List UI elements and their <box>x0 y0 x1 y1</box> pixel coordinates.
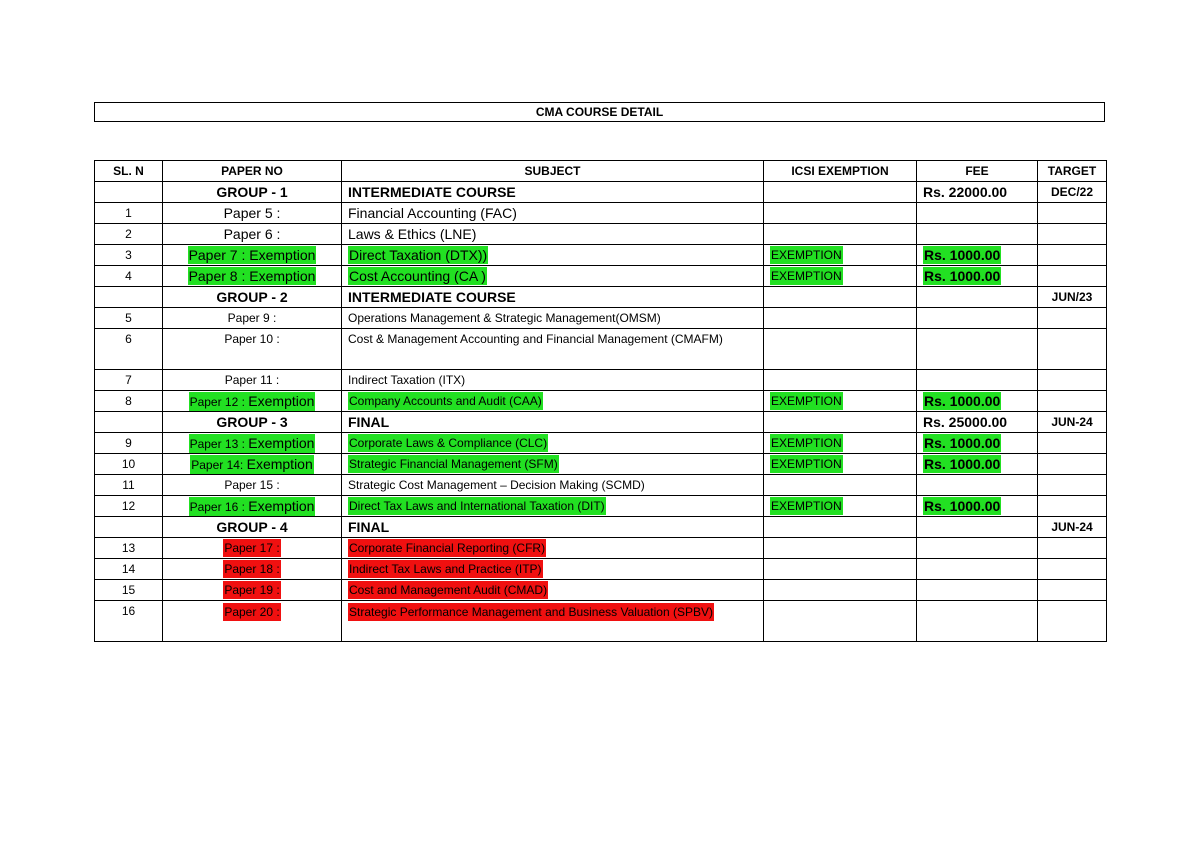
paper-cell <box>163 559 342 580</box>
subject-name: Corporate Financial Reporting (CFR) <box>349 541 546 555</box>
table-row <box>95 266 1107 287</box>
table-row <box>95 601 1107 642</box>
paper-label <box>190 455 314 474</box>
target-date: JUN-24 <box>1051 415 1093 429</box>
paper-cell <box>163 475 342 496</box>
header-row <box>95 161 1107 182</box>
subject-name: Financial Accounting (FAC) <box>348 204 517 221</box>
fee-cell <box>917 308 1038 329</box>
subject-name: Operations Management & Strategic Management(OMSM) <box>348 311 661 325</box>
subject-cell <box>342 433 764 454</box>
subject-cell <box>342 329 764 370</box>
fee-cell <box>917 517 1038 538</box>
exemption-cell <box>764 182 917 203</box>
target-cell <box>1038 308 1107 329</box>
group-row <box>95 412 1107 433</box>
target-cell <box>1038 538 1107 559</box>
sl-cell <box>95 203 163 224</box>
exemption-badge: EXEMPTION <box>771 457 842 471</box>
fee-cell <box>917 580 1038 601</box>
paper-cell <box>163 454 342 475</box>
fee-amount: Rs. 1000.00 <box>924 498 1001 514</box>
paper-cell <box>163 224 342 245</box>
paper-exemption: Exemption <box>248 497 315 514</box>
header-exemption: ICSI EXEMPTION <box>764 161 917 182</box>
table-row <box>95 370 1107 391</box>
serial-number: 3 <box>125 248 132 262</box>
target-cell <box>1038 517 1107 538</box>
table-row <box>95 580 1107 601</box>
serial-number: 1 <box>125 206 132 220</box>
subject-name: Direct Tax Laws and International Taxation (DIT) <box>349 499 605 513</box>
fee-cell <box>917 266 1038 287</box>
exemption-cell <box>764 224 917 245</box>
exemption-cell <box>764 245 917 266</box>
paper-label: Paper 18 : <box>224 562 280 576</box>
table-row <box>95 224 1107 245</box>
fee-cell <box>917 182 1038 203</box>
serial-number: 14 <box>121 562 136 576</box>
paper-label: Paper 7 : Exemption <box>188 247 316 263</box>
target-date: JUN/23 <box>1051 290 1093 304</box>
subject-cell <box>342 203 764 224</box>
table-row <box>95 391 1107 412</box>
paper-cell <box>163 308 342 329</box>
paper-cell <box>163 245 342 266</box>
paper-cell <box>163 287 342 308</box>
subject-cell <box>342 245 764 266</box>
group-label: GROUP - 4 <box>216 518 288 535</box>
course-label: FINAL <box>348 413 390 430</box>
subject-name: Cost and Management Audit (CMAD) <box>349 583 548 597</box>
target-cell <box>1038 287 1107 308</box>
serial-number: 12 <box>121 499 136 513</box>
fee-cell <box>917 496 1038 517</box>
serial-number: 6 <box>125 332 132 346</box>
paper-number: Paper 13 : <box>189 436 245 451</box>
target-cell <box>1038 182 1107 203</box>
paper-cell <box>163 203 342 224</box>
paper-cell <box>163 538 342 559</box>
sl-cell <box>95 329 163 370</box>
exemption-cell <box>764 538 917 559</box>
exemption-cell <box>764 329 917 370</box>
paper-cell <box>163 182 342 203</box>
subject-cell <box>342 496 764 517</box>
fee-cell <box>917 433 1038 454</box>
serial-number: 5 <box>125 311 132 325</box>
fee-cell <box>917 538 1038 559</box>
paper-cell <box>163 412 342 433</box>
header-subject: SUBJECT <box>342 161 764 182</box>
paper-label: Paper 8 : Exemption <box>188 268 316 284</box>
target-cell <box>1038 454 1107 475</box>
subject-name: Strategic Cost Management – Decision Making (SCMD) <box>348 478 645 492</box>
exemption-cell <box>764 580 917 601</box>
group-label: GROUP - 1 <box>216 183 288 200</box>
serial-number: 16 <box>121 604 136 618</box>
table-row <box>95 475 1107 496</box>
group-row <box>95 517 1107 538</box>
sl-cell <box>95 266 163 287</box>
subject-cell <box>342 182 764 203</box>
course-table <box>94 160 1107 642</box>
sl-cell <box>95 496 163 517</box>
serial-number: 11 <box>122 478 135 492</box>
paper-cell <box>163 391 342 412</box>
target-cell <box>1038 245 1107 266</box>
target-date: JUN-24 <box>1051 520 1093 534</box>
sl-cell <box>95 412 163 433</box>
paper-exemption: Exemption <box>246 455 313 472</box>
exemption-cell <box>764 517 917 538</box>
sl-cell <box>95 601 163 642</box>
sl-cell <box>95 580 163 601</box>
sl-cell <box>95 433 163 454</box>
target-cell <box>1038 203 1107 224</box>
paper-number: Paper 14: <box>191 457 244 472</box>
paper-label: Paper 5 : <box>223 204 281 221</box>
sl-cell <box>95 454 163 475</box>
paper-label: Paper 6 : <box>223 225 281 242</box>
fee-amount: Rs. 1000.00 <box>924 393 1001 409</box>
table-row <box>95 308 1107 329</box>
subject-name: Cost & Management Accounting and Financial Management (CMAFM) <box>348 332 723 346</box>
table-row <box>95 559 1107 580</box>
subject-cell <box>342 370 764 391</box>
group-label: GROUP - 2 <box>216 288 288 305</box>
subject-cell <box>342 454 764 475</box>
course-label: INTERMEDIATE COURSE <box>348 183 516 200</box>
subject-cell <box>342 559 764 580</box>
serial-number: 9 <box>125 436 132 450</box>
subject-name: Company Accounts and Audit (CAA) <box>349 394 542 408</box>
paper-exemption: Exemption <box>248 392 315 409</box>
serial-number: 2 <box>125 227 132 241</box>
serial-number: 13 <box>121 541 136 555</box>
fee-cell <box>917 559 1038 580</box>
exemption-cell <box>764 391 917 412</box>
subject-name: Laws & Ethics (LNE) <box>348 225 477 242</box>
sl-cell <box>95 538 163 559</box>
paper-cell <box>163 496 342 517</box>
exemption-cell <box>764 433 917 454</box>
group-row <box>95 182 1107 203</box>
subject-cell <box>342 266 764 287</box>
subject-name: Corporate Laws & Compliance (CLC) <box>349 436 548 450</box>
serial-number: 4 <box>125 269 132 283</box>
paper-number: Paper 16 : <box>189 499 245 514</box>
paper-cell <box>163 601 342 642</box>
paper-label <box>189 497 316 516</box>
subject-cell <box>342 475 764 496</box>
target-cell <box>1038 433 1107 454</box>
target-date: DEC/22 <box>1050 185 1094 199</box>
fee-amount: Rs. 1000.00 <box>924 456 1001 472</box>
fee-cell <box>917 412 1038 433</box>
serial-number: 10 <box>121 457 136 471</box>
exemption-cell <box>764 454 917 475</box>
fee-cell <box>917 287 1038 308</box>
paper-label: Paper 11 : <box>224 373 280 387</box>
fee-cell <box>917 329 1038 370</box>
paper-label: Paper 9 : <box>227 311 277 325</box>
paper-cell <box>163 433 342 454</box>
sl-cell <box>95 370 163 391</box>
target-cell <box>1038 475 1107 496</box>
sl-cell <box>95 475 163 496</box>
sl-cell <box>95 391 163 412</box>
table-row <box>95 203 1107 224</box>
paper-label: Paper 19 : <box>224 583 280 597</box>
paper-label: Paper 17 : <box>224 541 280 555</box>
fee-cell <box>917 245 1038 266</box>
exemption-cell <box>764 287 917 308</box>
sl-cell <box>95 287 163 308</box>
target-cell <box>1038 266 1107 287</box>
paper-label <box>189 434 316 453</box>
sl-cell <box>95 224 163 245</box>
exemption-badge: EXEMPTION <box>771 394 842 408</box>
fee-cell <box>917 601 1038 642</box>
subject-cell <box>342 517 764 538</box>
sl-cell <box>95 517 163 538</box>
exemption-cell <box>764 412 917 433</box>
fee-amount: Rs. 22000.00 <box>923 183 1008 200</box>
subject-name: Direct Taxation (DTX)) <box>349 247 488 263</box>
paper-number: Paper 12 : <box>189 394 245 409</box>
subject-name: Strategic Financial Management (SFM) <box>349 457 558 471</box>
header-target: TARGET <box>1038 161 1107 182</box>
subject-cell <box>342 601 764 642</box>
target-cell <box>1038 580 1107 601</box>
fee-cell <box>917 224 1038 245</box>
subject-cell <box>342 391 764 412</box>
target-cell <box>1038 601 1107 642</box>
paper-label: Paper 15 : <box>224 478 280 492</box>
fee-amount: Rs. 1000.00 <box>924 268 1001 284</box>
subject-cell <box>342 412 764 433</box>
subject-name: Indirect Tax Laws and Practice (ITP) <box>349 562 542 576</box>
target-cell <box>1038 559 1107 580</box>
paper-label: Paper 20 : <box>224 605 280 619</box>
subject-cell <box>342 224 764 245</box>
course-label: INTERMEDIATE COURSE <box>348 288 516 305</box>
table-row <box>95 433 1107 454</box>
exemption-cell <box>764 496 917 517</box>
table-row <box>95 454 1107 475</box>
header-fee: FEE <box>917 161 1038 182</box>
sl-cell <box>95 308 163 329</box>
table-row <box>95 329 1107 370</box>
serial-number: 8 <box>125 394 132 408</box>
group-row <box>95 287 1107 308</box>
target-cell <box>1038 329 1107 370</box>
paper-label <box>189 392 316 411</box>
exemption-cell <box>764 203 917 224</box>
fee-amount: Rs. 25000.00 <box>923 413 1008 430</box>
serial-number: 7 <box>125 373 132 387</box>
sl-cell <box>95 182 163 203</box>
paper-cell <box>163 329 342 370</box>
exemption-badge: EXEMPTION <box>771 248 842 262</box>
header-paper: PAPER NO <box>163 161 342 182</box>
paper-label: Paper 10 : <box>224 332 280 346</box>
table-row <box>95 496 1107 517</box>
subject-cell <box>342 308 764 329</box>
course-label: FINAL <box>348 518 390 535</box>
subject-name: Cost Accounting (CA ) <box>349 268 486 284</box>
group-label: GROUP - 3 <box>216 413 288 430</box>
exemption-cell <box>764 559 917 580</box>
exemption-cell <box>764 370 917 391</box>
paper-cell <box>163 580 342 601</box>
subject-cell <box>342 538 764 559</box>
fee-cell <box>917 454 1038 475</box>
paper-cell <box>163 370 342 391</box>
table-row <box>95 245 1107 266</box>
fee-amount: Rs. 1000.00 <box>924 247 1001 263</box>
exemption-cell <box>764 475 917 496</box>
fee-cell <box>917 391 1038 412</box>
exemption-cell <box>764 266 917 287</box>
exemption-badge: EXEMPTION <box>771 269 842 283</box>
fee-amount: Rs. 1000.00 <box>924 435 1001 451</box>
subject-cell <box>342 580 764 601</box>
sl-cell <box>95 245 163 266</box>
subject-name: Indirect Taxation (ITX) <box>348 373 466 387</box>
exemption-cell <box>764 308 917 329</box>
fee-cell <box>917 203 1038 224</box>
paper-cell <box>163 266 342 287</box>
fee-cell <box>917 370 1038 391</box>
fee-cell <box>917 475 1038 496</box>
subject-cell <box>342 287 764 308</box>
serial-number: 15 <box>121 583 136 597</box>
target-cell <box>1038 412 1107 433</box>
exemption-cell <box>764 601 917 642</box>
exemption-badge: EXEMPTION <box>771 499 842 513</box>
target-cell <box>1038 370 1107 391</box>
sl-cell <box>95 559 163 580</box>
header-sl: SL. N <box>95 161 163 182</box>
target-cell <box>1038 391 1107 412</box>
paper-exemption: Exemption <box>248 434 315 451</box>
table-row <box>95 538 1107 559</box>
target-cell <box>1038 224 1107 245</box>
exemption-badge: EXEMPTION <box>771 436 842 450</box>
target-cell <box>1038 496 1107 517</box>
document-title: CMA COURSE DETAIL <box>94 102 1105 122</box>
paper-cell <box>163 517 342 538</box>
subject-name: Strategic Performance Management and Business Valuation (SPBV) <box>349 605 713 619</box>
